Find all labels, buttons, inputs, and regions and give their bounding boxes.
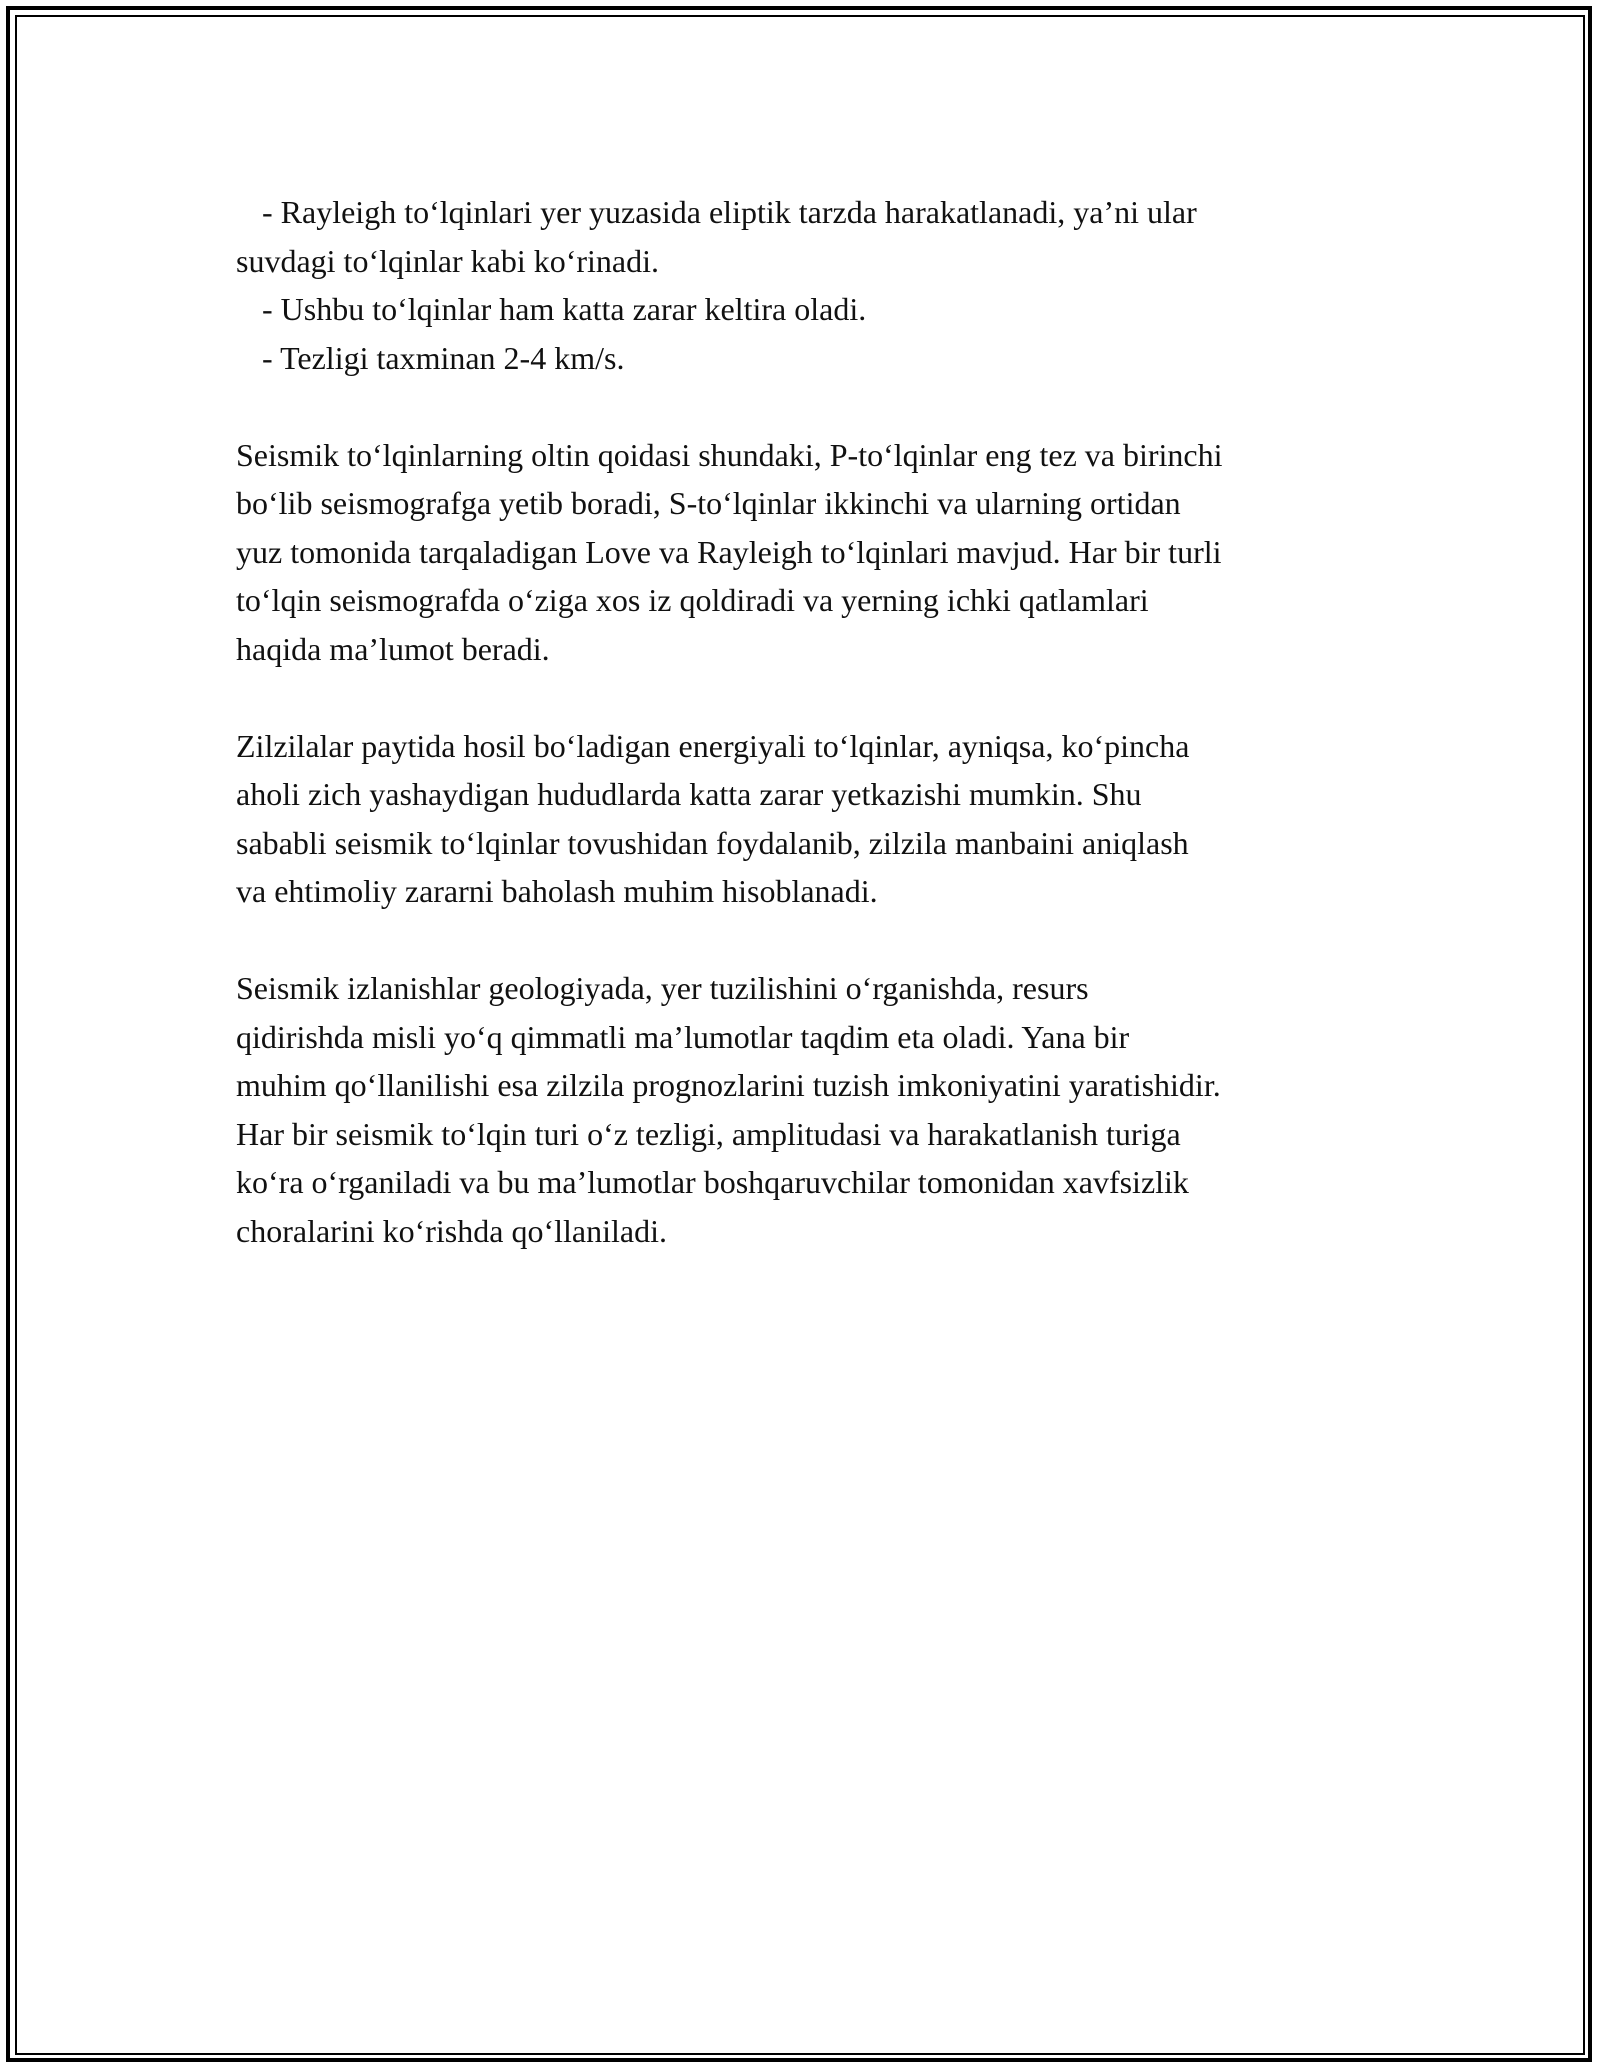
document-body xyxy=(236,188,1396,1255)
text-line: aholi zich yashaydigan hududlarda katta zarar yetkazishi mumkin. Shu xyxy=(236,776,1142,812)
text-line: Seismik to‘lqinlarning oltin qoidasi shundaki, P-to‘lqinlar eng tez va birinchi xyxy=(236,436,1223,473)
text-line: va ehtimoliy zararni baholash muhim hisoblanadi. xyxy=(236,873,878,909)
paragraph-golden-rule xyxy=(236,431,1396,674)
text-line: to‘lqin seismografda o‘ziga xos iz qoldiradi va yerning ichki qatlamlari xyxy=(236,582,1149,618)
text-line: qidirishda misli yo‘q qimmatli ma’lumotlar taqdim eta oladi. Yana bir xyxy=(236,1018,1130,1055)
rayleigh-list-block xyxy=(236,188,1396,382)
text-line: bo‘lib seismografga yetib boradi, S-to‘lqinlar ikkinchi va ularning ortidan xyxy=(236,485,1181,521)
text-line: yuz tomonida tarqaladigan Love va Rayleigh to‘lqinlari mavjud. Har bir turli xyxy=(236,533,1222,570)
text-line: Har bir seismik to‘lqin turi o‘z tezligi, amplitudasi va harakatlanish turiga xyxy=(236,1115,1181,1152)
text-line: ko‘ra o‘rganiladi va bu ma’lumotlar boshqaruvchilar tomonidan xavfsizlik xyxy=(236,1164,1189,1200)
list-item-rayleigh-damage: - Ushbu to‘lqinlar ham katta zarar keltira oladi. xyxy=(262,291,867,327)
paragraph-earthquake-damage xyxy=(236,722,1396,916)
text-line: haqida ma’lumot beradi. xyxy=(236,630,550,667)
text-line: sababli seismik to‘lqinlar tovushidan foydalanib, zilzila manbaini aniqlash xyxy=(236,824,1189,861)
text-line: Zilzilalar paytida hosil bo‘ladigan energiyali to‘lqinlar, ayniqsa, ko‘pincha xyxy=(236,727,1190,764)
paragraph-seismic-research xyxy=(236,964,1396,1255)
list-item-rayleigh-motion-cont: suvdagi to‘lqinlar kabi ko‘rinadi. xyxy=(236,242,660,279)
text-line: muhim qo‘llanilishi esa zilzila prognozlarini tuzish imkoniyatini yaratishidir. xyxy=(236,1067,1221,1103)
list-item-rayleigh-speed: - Tezligi taxminan 2-4 km/s. xyxy=(262,339,625,376)
text-line: choralarini ko‘rishda qo‘llaniladi. xyxy=(236,1212,667,1249)
list-item-rayleigh-motion: - Rayleigh to‘lqinlari yer yuzasida eliptik tarzda harakatlanadi, ya’ni ular xyxy=(262,194,1197,230)
text-line: Seismik izlanishlar geologiyada, yer tuzilishini o‘rganishda, resurs xyxy=(236,970,1089,1006)
